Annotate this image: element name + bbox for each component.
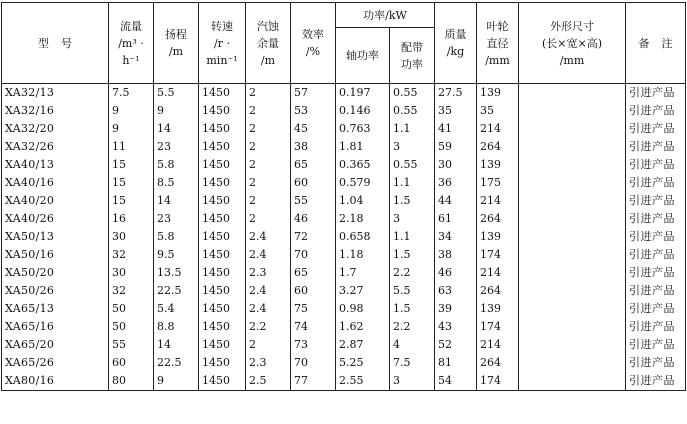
table-row: [2, 282, 686, 300]
mass-cell: 46: [435, 264, 477, 282]
dimensions-cell: [519, 102, 626, 120]
header-mass-line-1: 质量: [444, 28, 467, 41]
dimensions-cell: [519, 282, 626, 300]
header-head: [154, 3, 199, 84]
npsh-cell: 2.4: [246, 228, 291, 246]
motor-power-cell: 4: [390, 336, 435, 354]
motor-power-cell: 1.5: [390, 300, 435, 318]
header-speed-line-1: 转速: [211, 19, 233, 33]
model-cell: XA32/16: [2, 102, 109, 120]
dimensions-cell: [519, 336, 626, 354]
header-remark-char-1: 备: [638, 36, 662, 50]
efficiency-cell: 38: [291, 138, 336, 156]
flow-cell: 80: [109, 372, 154, 391]
npsh-cell: 2: [246, 336, 291, 354]
efficiency-cell: 60: [291, 282, 336, 300]
speed-cell: 1450: [199, 174, 246, 192]
dimensions-cell: [519, 372, 626, 391]
npsh-cell: 2.2: [246, 318, 291, 336]
header-speed-line-3: min⁻¹: [206, 53, 238, 67]
remark-cell: 引进产品: [626, 264, 686, 282]
header-flow: [109, 3, 154, 84]
impeller-cell: 174: [477, 246, 519, 264]
header-npsh-line-1: 汽蚀: [257, 19, 279, 33]
impeller-cell: 214: [477, 336, 519, 354]
impeller-cell: 264: [477, 354, 519, 372]
flow-cell: 15: [109, 156, 154, 174]
model-cell: XA50/16: [2, 246, 109, 264]
header-impeller-line-1: 叶轮: [486, 19, 509, 33]
head-cell: 9: [154, 372, 199, 391]
header-model-char-1: 型: [38, 36, 61, 50]
flow-cell: 55: [109, 336, 154, 354]
remark-cell: 引进产品: [626, 354, 686, 372]
impeller-cell: 214: [477, 192, 519, 210]
impeller-cell: 175: [477, 174, 519, 192]
header-speed: [199, 3, 246, 84]
header-mass: [435, 3, 477, 84]
remark-cell: 引进产品: [626, 372, 686, 391]
table-row: [2, 318, 686, 336]
speed-cell: 1450: [199, 372, 246, 391]
remark-cell: 引进产品: [626, 336, 686, 354]
efficiency-cell: 57: [291, 84, 336, 103]
efficiency-cell: 65: [291, 156, 336, 174]
shaft-power-cell: 1.62: [336, 318, 390, 336]
header-dimensions-line-3: /mm: [559, 53, 585, 67]
efficiency-cell: 77: [291, 372, 336, 391]
table-row: [2, 336, 686, 354]
remark-cell: 引进产品: [626, 120, 686, 138]
table-row: [2, 372, 686, 391]
dimensions-cell: [519, 264, 626, 282]
speed-cell: 1450: [199, 318, 246, 336]
model-cell: XA40/26: [2, 210, 109, 228]
header-power: 功率/kW: [336, 3, 435, 28]
remark-cell: 引进产品: [626, 84, 686, 103]
shaft-power-cell: 1.81: [336, 138, 390, 156]
npsh-cell: 2: [246, 120, 291, 138]
motor-power-cell: 2.2: [390, 264, 435, 282]
flow-cell: 50: [109, 318, 154, 336]
efficiency-cell: 70: [291, 246, 336, 264]
efficiency-cell: 53: [291, 102, 336, 120]
dimensions-cell: [519, 354, 626, 372]
mass-cell: 38: [435, 246, 477, 264]
mass-cell: 27.5: [435, 84, 477, 103]
dimensions-cell: [519, 246, 626, 264]
npsh-cell: 2.3: [246, 264, 291, 282]
motor-power-cell: 3: [390, 210, 435, 228]
dimensions-cell: [519, 174, 626, 192]
dimensions-cell: [519, 120, 626, 138]
efficiency-cell: 46: [291, 210, 336, 228]
npsh-cell: 2: [246, 138, 291, 156]
header-motor-power-line-2: 功率: [401, 57, 423, 71]
header-dimensions-line-1: 外形尺寸: [550, 19, 594, 33]
impeller-cell: 35: [477, 102, 519, 120]
flow-cell: 15: [109, 192, 154, 210]
table-row: [2, 210, 686, 228]
remark-cell: 引进产品: [626, 102, 686, 120]
shaft-power-cell: 0.197: [336, 84, 390, 103]
header-head-line-1: 扬程: [165, 28, 187, 41]
shaft-power-cell: 1.18: [336, 246, 390, 264]
efficiency-cell: 75: [291, 300, 336, 318]
model-cell: XA32/13: [2, 84, 109, 103]
motor-power-cell: 0.55: [390, 102, 435, 120]
flow-cell: 16: [109, 210, 154, 228]
header-model: [2, 3, 109, 84]
remark-cell: 引进产品: [626, 210, 686, 228]
head-cell: 13.5: [154, 264, 199, 282]
model-cell: XA65/16: [2, 318, 109, 336]
header-impeller-line-2: 直径: [486, 36, 509, 50]
mass-cell: 63: [435, 282, 477, 300]
speed-cell: 1450: [199, 246, 246, 264]
impeller-cell: 264: [477, 138, 519, 156]
model-cell: XA50/13: [2, 228, 109, 246]
header-npsh-line-3: /m: [260, 53, 276, 67]
impeller-cell: 139: [477, 156, 519, 174]
efficiency-cell: 55: [291, 192, 336, 210]
dimensions-cell: [519, 156, 626, 174]
shaft-power-cell: 1.04: [336, 192, 390, 210]
mass-cell: 61: [435, 210, 477, 228]
efficiency-cell: 65: [291, 264, 336, 282]
flow-cell: 32: [109, 282, 154, 300]
mass-cell: 52: [435, 336, 477, 354]
model-cell: XA65/13: [2, 300, 109, 318]
head-cell: 8.8: [154, 318, 199, 336]
model-cell: XA80/16: [2, 372, 109, 391]
table-row: [2, 264, 686, 282]
head-cell: 5.8: [154, 228, 199, 246]
header-efficiency: [291, 3, 336, 84]
table-row: [2, 354, 686, 372]
impeller-cell: 139: [477, 300, 519, 318]
header-speed-line-2: /r ·: [214, 36, 230, 50]
flow-cell: 7.5: [109, 84, 154, 103]
header-npsh: [246, 3, 291, 84]
npsh-cell: 2.5: [246, 372, 291, 391]
table-row: [2, 228, 686, 246]
impeller-cell: 264: [477, 282, 519, 300]
table-body: [2, 84, 686, 391]
header-head-line-2: /m: [168, 45, 184, 58]
header-impeller: [477, 3, 519, 84]
speed-cell: 1450: [199, 336, 246, 354]
table-row: [2, 174, 686, 192]
table-row: [2, 192, 686, 210]
motor-power-cell: 7.5: [390, 354, 435, 372]
model-cell: XA50/26: [2, 282, 109, 300]
dimensions-cell: [519, 138, 626, 156]
impeller-cell: 139: [477, 228, 519, 246]
remark-cell: 引进产品: [626, 192, 686, 210]
speed-cell: 1450: [199, 120, 246, 138]
speed-cell: 1450: [199, 192, 246, 210]
efficiency-cell: 74: [291, 318, 336, 336]
impeller-cell: 214: [477, 120, 519, 138]
header-dimensions-line-2: (长×宽×高): [541, 36, 603, 50]
remark-cell: 引进产品: [626, 282, 686, 300]
flow-cell: 30: [109, 264, 154, 282]
impeller-cell: 264: [477, 210, 519, 228]
table-row: [2, 138, 686, 156]
speed-cell: 1450: [199, 300, 246, 318]
model-cell: XA65/26: [2, 354, 109, 372]
shaft-power-cell: 0.579: [336, 174, 390, 192]
header-efficiency-line-1: 效率: [302, 28, 324, 41]
shaft-power-cell: 2.87: [336, 336, 390, 354]
flow-cell: 9: [109, 102, 154, 120]
remark-cell: 引进产品: [626, 138, 686, 156]
flow-cell: 11: [109, 138, 154, 156]
dimensions-cell: [519, 318, 626, 336]
motor-power-cell: 0.55: [390, 156, 435, 174]
head-cell: 14: [154, 336, 199, 354]
efficiency-cell: 45: [291, 120, 336, 138]
model-cell: XA40/20: [2, 192, 109, 210]
speed-cell: 1450: [199, 264, 246, 282]
dimensions-cell: [519, 228, 626, 246]
model-cell: XA32/26: [2, 138, 109, 156]
head-cell: 14: [154, 192, 199, 210]
header-model-char-2: 号: [61, 36, 72, 50]
shaft-power-cell: 0.146: [336, 102, 390, 120]
table-row: [2, 156, 686, 174]
impeller-cell: 174: [477, 318, 519, 336]
mass-cell: 59: [435, 138, 477, 156]
shaft-power-cell: 1.7: [336, 264, 390, 282]
header-npsh-line-2: 余量: [257, 36, 279, 50]
npsh-cell: 2: [246, 84, 291, 103]
efficiency-cell: 72: [291, 228, 336, 246]
flow-cell: 50: [109, 300, 154, 318]
motor-power-cell: 1.1: [390, 228, 435, 246]
spec-table-container: [1, 2, 686, 391]
shaft-power-cell: 0.658: [336, 228, 390, 246]
speed-cell: 1450: [199, 210, 246, 228]
table-row: [2, 120, 686, 138]
header-mass-line-2: /kg: [446, 45, 465, 58]
mass-cell: 34: [435, 228, 477, 246]
head-cell: 5.8: [154, 156, 199, 174]
pump-spec-table: [1, 2, 686, 391]
motor-power-cell: 0.55: [390, 84, 435, 103]
speed-cell: 1450: [199, 282, 246, 300]
shaft-power-cell: 0.365: [336, 156, 390, 174]
flow-cell: 15: [109, 174, 154, 192]
npsh-cell: 2: [246, 210, 291, 228]
table-header: [2, 3, 686, 84]
header-shaft-power: 轴功率: [336, 28, 390, 84]
npsh-cell: 2.4: [246, 246, 291, 264]
dimensions-cell: [519, 84, 626, 103]
mass-cell: 54: [435, 372, 477, 391]
impeller-cell: 214: [477, 264, 519, 282]
model-cell: XA65/20: [2, 336, 109, 354]
flow-cell: 9: [109, 120, 154, 138]
table-row: [2, 84, 686, 103]
remark-cell: 引进产品: [626, 174, 686, 192]
model-cell: XA32/20: [2, 120, 109, 138]
table-row: [2, 102, 686, 120]
impeller-cell: 139: [477, 84, 519, 103]
shaft-power-cell: 2.55: [336, 372, 390, 391]
speed-cell: 1450: [199, 138, 246, 156]
speed-cell: 1450: [199, 156, 246, 174]
impeller-cell: 174: [477, 372, 519, 391]
motor-power-cell: 5.5: [390, 282, 435, 300]
npsh-cell: 2: [246, 192, 291, 210]
remark-cell: 引进产品: [626, 318, 686, 336]
speed-cell: 1450: [199, 102, 246, 120]
npsh-cell: 2.4: [246, 300, 291, 318]
shaft-power-cell: 0.98: [336, 300, 390, 318]
mass-cell: 36: [435, 174, 477, 192]
mass-cell: 81: [435, 354, 477, 372]
remark-cell: 引进产品: [626, 300, 686, 318]
dimensions-cell: [519, 210, 626, 228]
motor-power-cell: 2.2: [390, 318, 435, 336]
motor-power-cell: 1.5: [390, 192, 435, 210]
dimensions-cell: [519, 300, 626, 318]
motor-power-cell: 1.1: [390, 174, 435, 192]
header-remark: [626, 3, 686, 84]
motor-power-cell: 3: [390, 372, 435, 391]
model-cell: XA50/20: [2, 264, 109, 282]
head-cell: 23: [154, 138, 199, 156]
header-efficiency-line-2: /%: [305, 45, 321, 58]
remark-cell: 引进产品: [626, 156, 686, 174]
mass-cell: 30: [435, 156, 477, 174]
motor-power-cell: 3: [390, 138, 435, 156]
shaft-power-cell: 2.18: [336, 210, 390, 228]
npsh-cell: 2.4: [246, 282, 291, 300]
remark-cell: 引进产品: [626, 228, 686, 246]
npsh-cell: 2: [246, 102, 291, 120]
mass-cell: 41: [435, 120, 477, 138]
head-cell: 8.5: [154, 174, 199, 192]
table-row: [2, 300, 686, 318]
table-row: [2, 246, 686, 264]
header-impeller-line-3: /mm: [485, 53, 510, 67]
efficiency-cell: 73: [291, 336, 336, 354]
dimensions-cell: [519, 192, 626, 210]
npsh-cell: 2: [246, 174, 291, 192]
header-flow-line-1: 流量: [120, 19, 142, 33]
mass-cell: 44: [435, 192, 477, 210]
flow-cell: 60: [109, 354, 154, 372]
head-cell: 22.5: [154, 354, 199, 372]
header-flow-line-3: h⁻¹: [122, 53, 140, 67]
remark-cell: 引进产品: [626, 246, 686, 264]
head-cell: 9.5: [154, 246, 199, 264]
header-flow-line-2: /m³ ·: [118, 36, 144, 50]
head-cell: 23: [154, 210, 199, 228]
mass-cell: 39: [435, 300, 477, 318]
mass-cell: 35: [435, 102, 477, 120]
header-remark-char-2: 注: [661, 36, 673, 50]
header-dimensions: [519, 3, 626, 84]
flow-cell: 32: [109, 246, 154, 264]
model-cell: XA40/16: [2, 174, 109, 192]
speed-cell: 1450: [199, 354, 246, 372]
model-cell: XA40/13: [2, 156, 109, 174]
shaft-power-cell: 0.763: [336, 120, 390, 138]
head-cell: 9: [154, 102, 199, 120]
npsh-cell: 2.3: [246, 354, 291, 372]
npsh-cell: 2: [246, 156, 291, 174]
motor-power-cell: 1.5: [390, 246, 435, 264]
mass-cell: 43: [435, 318, 477, 336]
flow-cell: 30: [109, 228, 154, 246]
shaft-power-cell: 3.27: [336, 282, 390, 300]
header-motor-power: [390, 28, 435, 84]
head-cell: 5.4: [154, 300, 199, 318]
speed-cell: 1450: [199, 84, 246, 103]
head-cell: 22.5: [154, 282, 199, 300]
speed-cell: 1450: [199, 228, 246, 246]
head-cell: 14: [154, 120, 199, 138]
head-cell: 5.5: [154, 84, 199, 103]
efficiency-cell: 70: [291, 354, 336, 372]
header-motor-power-line-1: 配带: [401, 40, 423, 54]
motor-power-cell: 1.1: [390, 120, 435, 138]
efficiency-cell: 60: [291, 174, 336, 192]
shaft-power-cell: 5.25: [336, 354, 390, 372]
